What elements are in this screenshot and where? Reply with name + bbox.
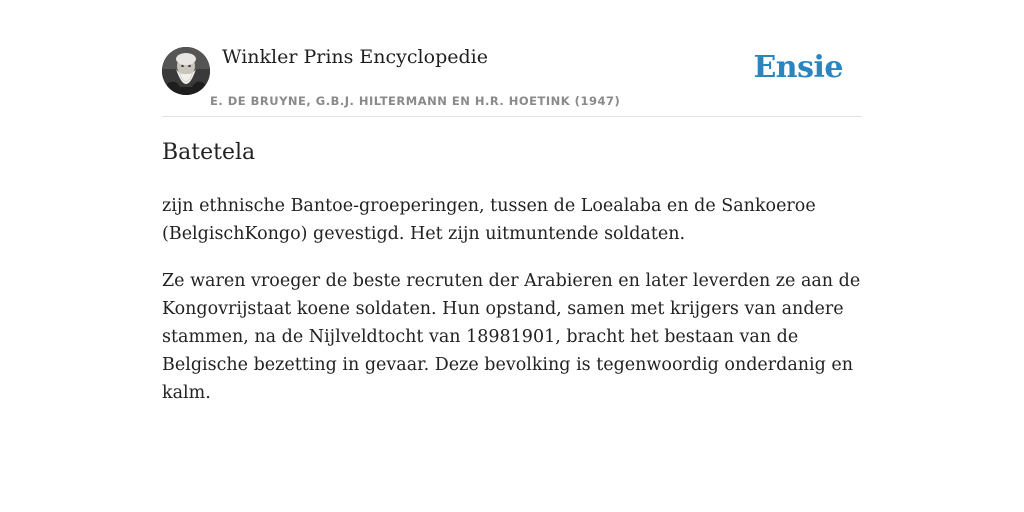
publication-authors: E. DE BRUYNE, G.B.J. HILTERMANN EN H.R. HOETINK (1947) — [210, 94, 621, 108]
ensie-logo[interactable]: Ensie — [753, 50, 843, 85]
entry-body — [162, 192, 862, 426]
author-avatar[interactable] — [162, 47, 210, 95]
bearded-man-portrait-icon — [162, 47, 210, 95]
page-header — [162, 0, 862, 117]
page — [162, 0, 862, 512]
entry-paragraph: zijn ethnische Bantoe-groeperingen, tussen de Loealaba en de Sankoeroe (BelgischKongo) gevestigd. Het zijn uitmuntende soldaten. — [162, 196, 816, 244]
entry-paragraph: Ze waren vroeger de beste recruten der Arabieren en later leverden ze aan de Kongovrijstaat koene soldaten. Hun opstand, samen met krijgers van andere stammen, na de Nijlveldtocht van 18981901, bracht het bestaan van de Belgische bezetting in gevaar. Deze bevolking is tegenwoordig onderdanig en kalm. — [162, 271, 861, 403]
entry-title: Batetela — [162, 140, 256, 165]
publication-title[interactable]: Winkler Prins Encyclopedie — [222, 46, 488, 68]
